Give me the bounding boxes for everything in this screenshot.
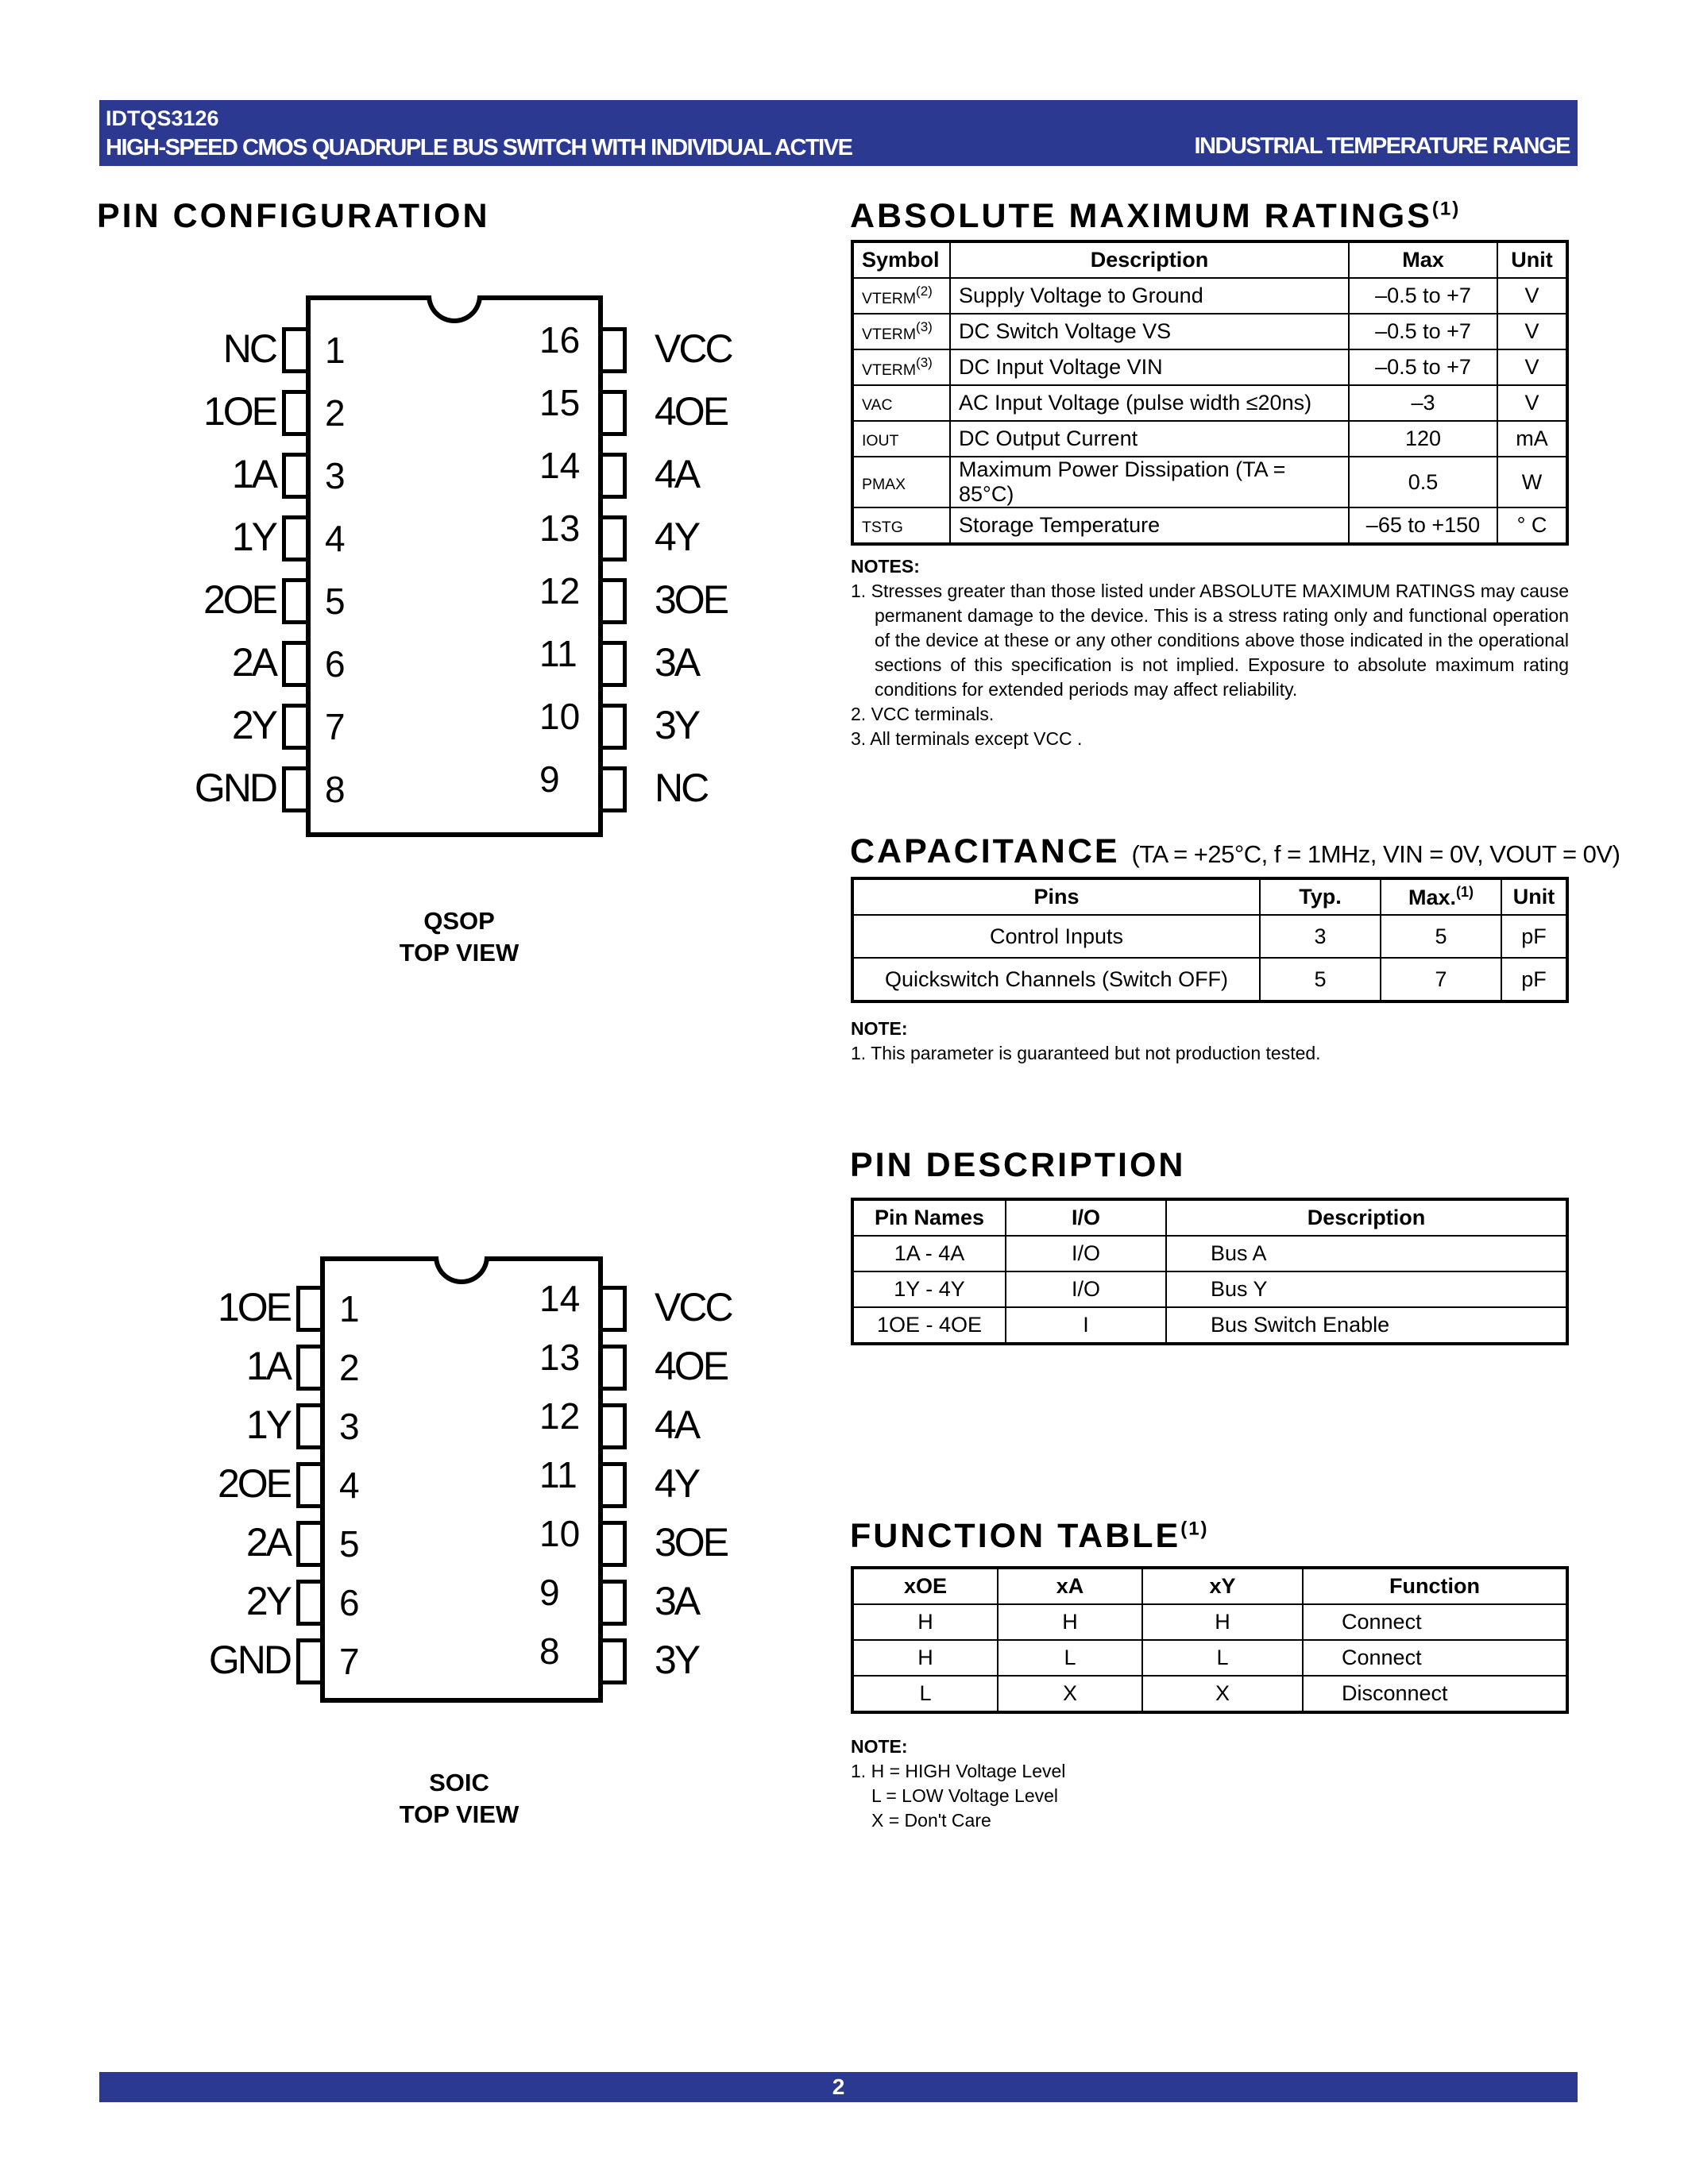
pin-name: 3A [655,1579,699,1623]
col-io: I/O [1006,1199,1166,1236]
symbol-cell: TSTG [852,507,950,544]
pin-number: 9 [539,1572,560,1613]
col-typ: Typ. [1260,878,1381,915]
pin-number: 11 [539,1454,577,1495]
pin-number: 10 [539,696,581,737]
pin-name: 4A [655,1403,699,1447]
pin-lead [296,1580,320,1626]
description-cell: DC Switch Voltage VS [950,314,1349,349]
table-row [852,421,1567,457]
page-number: 2 [832,2074,845,2099]
function-cell: Connect [1303,1604,1567,1640]
pin-name: VCC [655,1285,732,1329]
document-title: HIGH-SPEED CMOS QUADRUPLE BUS SWITCH WITH INDIVIDUAL ACTIVE [106,135,852,160]
table-row [852,385,1567,421]
pin-number: 14 [539,1278,581,1319]
max-cell: 5 [1381,915,1501,958]
function-cell: Disconnect [1303,1676,1567,1712]
pin-name: GND [208,1638,290,1682]
pin-number: 2 [325,392,346,434]
pin-number: 5 [325,581,346,622]
note-3: 3. All terminals except VCC . [851,728,1083,749]
pin-name: 2A [245,1520,290,1565]
pin-name: 2Y [245,1579,290,1623]
pin-name: 1OE [217,1285,290,1329]
pin-number: 16 [539,319,581,361]
pin-name: 1OE [203,389,276,434]
symbol-cell: VTERM$^{(2)}$ [852,278,950,314]
symbol-cell: IOUT [852,421,950,457]
table-row [852,1604,1567,1640]
description-cell: AC Input Voltage (pulse width ≤20ns) [950,385,1349,421]
max-cell: 7 [1381,958,1501,1001]
footer-bar [99,2072,1578,2102]
pin-number: 2 [339,1347,360,1388]
table-row [852,1271,1567,1307]
col-description: Description [1166,1199,1567,1236]
capacitance-heading: CAPACITANCE (TA = +25°C, f = 1MHz, VIN = 0V, VOUT = 0V) [850,832,1620,870]
table-header-row [852,1568,1567,1604]
pin-name: 3OE [655,577,728,622]
pin-lead [603,1638,627,1684]
table-row [852,1236,1567,1271]
pin-lead [603,1403,627,1449]
pin-name: 4Y [655,1461,699,1506]
pins-cell: Quickswitch Channels (Switch OFF) [852,958,1260,1001]
pin-name: 3A [655,640,699,685]
pin-name: 3Y [655,1638,699,1682]
description-cell: Bus Switch Enable [1166,1307,1567,1344]
pin-name: 4OE [655,389,728,434]
pin-lead [603,327,627,373]
xoe-cell: H [852,1604,998,1640]
xa-cell: H [998,1604,1142,1640]
col-xa: xA [998,1568,1142,1604]
typ-cell: 3 [1260,915,1381,958]
note-1: 1. H = HIGH Voltage Level [851,1761,1066,1781]
pin-number: 12 [539,570,581,612]
pin-lead [603,1462,627,1508]
pin-number: 11 [539,633,577,674]
table-row [852,915,1567,958]
table-row [852,314,1567,349]
col-xoe: xOE [852,1568,998,1604]
function-cell: Connect [1303,1640,1567,1676]
pin-lead [603,1286,627,1332]
soic-caption: SOIC TOP VIEW [399,1769,520,1828]
unit-cell: V [1497,349,1567,385]
table-row [852,1307,1567,1344]
max-cell: 120 [1349,421,1497,457]
typ-cell: 5 [1260,958,1381,1001]
io-cell: I/O [1006,1271,1166,1307]
pin-name: 1A [245,1344,290,1388]
pin-name: VCC [655,326,732,371]
pin-lead [296,1638,320,1684]
pin-name: 2A [231,640,276,685]
pin-number: 15 [539,382,581,423]
unit-cell: ° C [1497,507,1567,544]
pin-name: 2OE [203,577,276,622]
unit-cell: V [1497,278,1567,314]
table-header-row [852,1199,1567,1236]
pin-number: 7 [325,706,346,747]
pin-name: 1Y [245,1403,290,1447]
pin-name: 4Y [655,515,699,559]
max-cell: –0.5 to +7 [1349,278,1497,314]
xy-cell: X [1142,1676,1303,1712]
pin-lead [603,578,627,624]
pin-name-cell: 1OE - 4OE [852,1307,1006,1344]
xa-cell: L [998,1640,1142,1676]
pin-number: 1 [339,1288,360,1329]
description-cell: Storage Temperature [950,507,1349,544]
pin-name: NC [655,766,708,810]
pin-lead [603,766,627,812]
col-xy: xY [1142,1568,1303,1604]
table-row [852,457,1567,507]
table-row [852,1640,1567,1676]
description-cell: Maximum Power Dissipation (TA = 85°C) [950,457,1349,507]
col-unit: Unit [1501,878,1567,915]
col-max: Max.$^{(1)}$ [1381,878,1501,915]
pin-lead [296,1521,320,1567]
abs-max-table [851,240,1569,546]
pin-name-cell: 1A - 4A [852,1236,1006,1271]
unit-cell: V [1497,385,1567,421]
qsop-caption: QSOP TOP VIEW [399,907,520,967]
note-heading: NOTE: [851,1018,908,1039]
header-bar [99,100,1578,166]
col-pin-names: Pin Names [852,1199,1006,1236]
io-cell: I/O [1006,1236,1166,1271]
xy-cell: L [1142,1640,1303,1676]
description-cell: Bus A [1166,1236,1567,1271]
notes-heading: NOTES: [851,556,920,577]
unit-cell: mA [1497,421,1567,457]
pin-number: 7 [339,1641,360,1682]
pin-desc-table [851,1198,1569,1345]
unit-cell: W [1497,457,1567,507]
pin-name: 4OE [655,1344,728,1388]
max-cell: –0.5 to +7 [1349,314,1497,349]
pin-lead [282,578,306,624]
col-symbol: Symbol [852,241,950,278]
pin-number: 4 [325,518,346,559]
temperature-range: INDUSTRIAL TEMPERATURE RANGE [1194,133,1570,159]
col-function: Function [1303,1568,1567,1604]
pin-number: 8 [539,1630,560,1672]
max-cell: –65 to +150 [1349,507,1497,544]
table-header-row [852,241,1567,278]
io-cell: I [1006,1307,1166,1344]
pin-lead [603,641,627,687]
col-pins: Pins [852,878,1260,915]
capacitance-conditions: (TA = +25°C, f = 1MHz, VIN = 0V, VOUT = 0V) [1131,840,1620,868]
pin-number: 12 [539,1395,581,1437]
pin-number: 3 [325,455,346,496]
pin-number: 8 [325,769,346,810]
pin-number: 6 [339,1582,360,1623]
pin-number: 13 [539,507,581,549]
pin-name: 4A [655,452,699,496]
pin-lead [282,327,306,373]
pin-lead [603,453,627,499]
pin-desc-heading: PIN DESCRIPTION [850,1146,1186,1184]
note-1-line-2: L = LOW Voltage Level [871,1785,1059,1806]
note-2: 2. VCC terminals. [851,704,995,724]
note-heading: NOTE: [851,1736,908,1757]
pin-name: GND [194,766,276,810]
col-description: Description [950,241,1349,278]
pin-lead [603,704,627,750]
max-cell: 0.5 [1349,457,1497,507]
table-header-row [852,878,1567,915]
pin-lead [603,1521,627,1567]
function-table-notes [851,1734,1569,1833]
pin-lead [603,1580,627,1626]
pin-number: 6 [325,643,346,685]
unit-cell: pF [1501,915,1567,958]
col-max: Max [1349,241,1497,278]
package-body [306,295,603,837]
function-table [851,1566,1569,1714]
pin-lead [282,515,306,561]
description-cell: Bus Y [1166,1271,1567,1307]
table-row [852,958,1567,1001]
pin-number: 1 [325,330,346,371]
table-row [852,1676,1567,1712]
note-1: 1. Stresses greater than those listed under ABSOLUTE MAXIMUM RATINGS may cause permanent damage to the device. This is a stress rating only and functional operation of the device at these or any other conditions above those indicated in the operational sections of this specification is not implied. Exposure to absolute maximum rating conditions for extended periods may affect reliability. [851,581,1569,700]
pin-number: 5 [339,1523,360,1565]
table-row [852,507,1567,544]
pin-name: NC [222,326,276,371]
unit-cell: V [1497,314,1567,349]
description-cell: DC Input Voltage VIN [950,349,1349,385]
pin-number: 10 [539,1513,581,1554]
max-cell: –0.5 to +7 [1349,349,1497,385]
description-cell: Supply Voltage to Ground [950,278,1349,314]
pin-name: 3Y [655,703,699,747]
symbol-cell: VAC [852,385,950,421]
pin-name: 1A [231,452,276,496]
table-row [852,278,1567,314]
pin-lead [296,1403,320,1449]
pin-name: 2OE [217,1461,290,1506]
abs-max-notes [851,554,1569,751]
symbol-cell: VTERM$^{(3)}$ [852,314,950,349]
pin-lead [282,704,306,750]
pin-lead [296,1462,320,1508]
pin-lead [603,390,627,436]
capacitance-table [851,877,1569,1003]
xa-cell: X [998,1676,1142,1712]
symbol-cell: VTERM$^{(3)}$ [852,349,950,385]
xy-cell: H [1142,1604,1303,1640]
pin-number: 4 [339,1464,360,1506]
col-unit: Unit [1497,241,1567,278]
pin-lead [282,390,306,436]
pin-name: 1Y [231,515,276,559]
capacitance-notes [851,1017,1569,1066]
pin-number: 14 [539,445,581,486]
note-1: 1. This parameter is guaranteed but not production tested. [851,1043,1321,1063]
pin-lead [603,515,627,561]
pin-number: 13 [539,1337,581,1378]
part-number: IDTQS3126 [106,106,219,130]
symbol-cell: PMAX [852,457,950,507]
pin-name: 2Y [231,703,276,747]
pin-name-cell: 1Y - 4Y [852,1271,1006,1307]
note-1-line-3: X = Don't Care [871,1810,991,1831]
abs-max-heading: ABSOLUTE MAXIMUM RATINGS$^{(1)}$ [850,197,1461,235]
table-row [852,349,1567,385]
xoe-cell: H [852,1640,998,1676]
pin-name: 3OE [655,1520,728,1565]
pin-lead [282,641,306,687]
pin-lead [296,1286,320,1332]
pin-number: 3 [339,1406,360,1447]
pin-number: 9 [539,758,560,800]
xoe-cell: L [852,1676,998,1712]
pin-config-heading: PIN CONFIGURATION [97,197,490,235]
max-cell: –3 [1349,385,1497,421]
description-cell: DC Output Current [950,421,1349,457]
pin-lead [603,1345,627,1391]
pin-lead [282,453,306,499]
pin-lead [296,1345,320,1391]
unit-cell: pF [1501,958,1567,1001]
function-table-heading: FUNCTION TABLE$^{(1)}$ [850,1517,1209,1555]
pin-lead [282,766,306,812]
pins-cell: Control Inputs [852,915,1260,958]
